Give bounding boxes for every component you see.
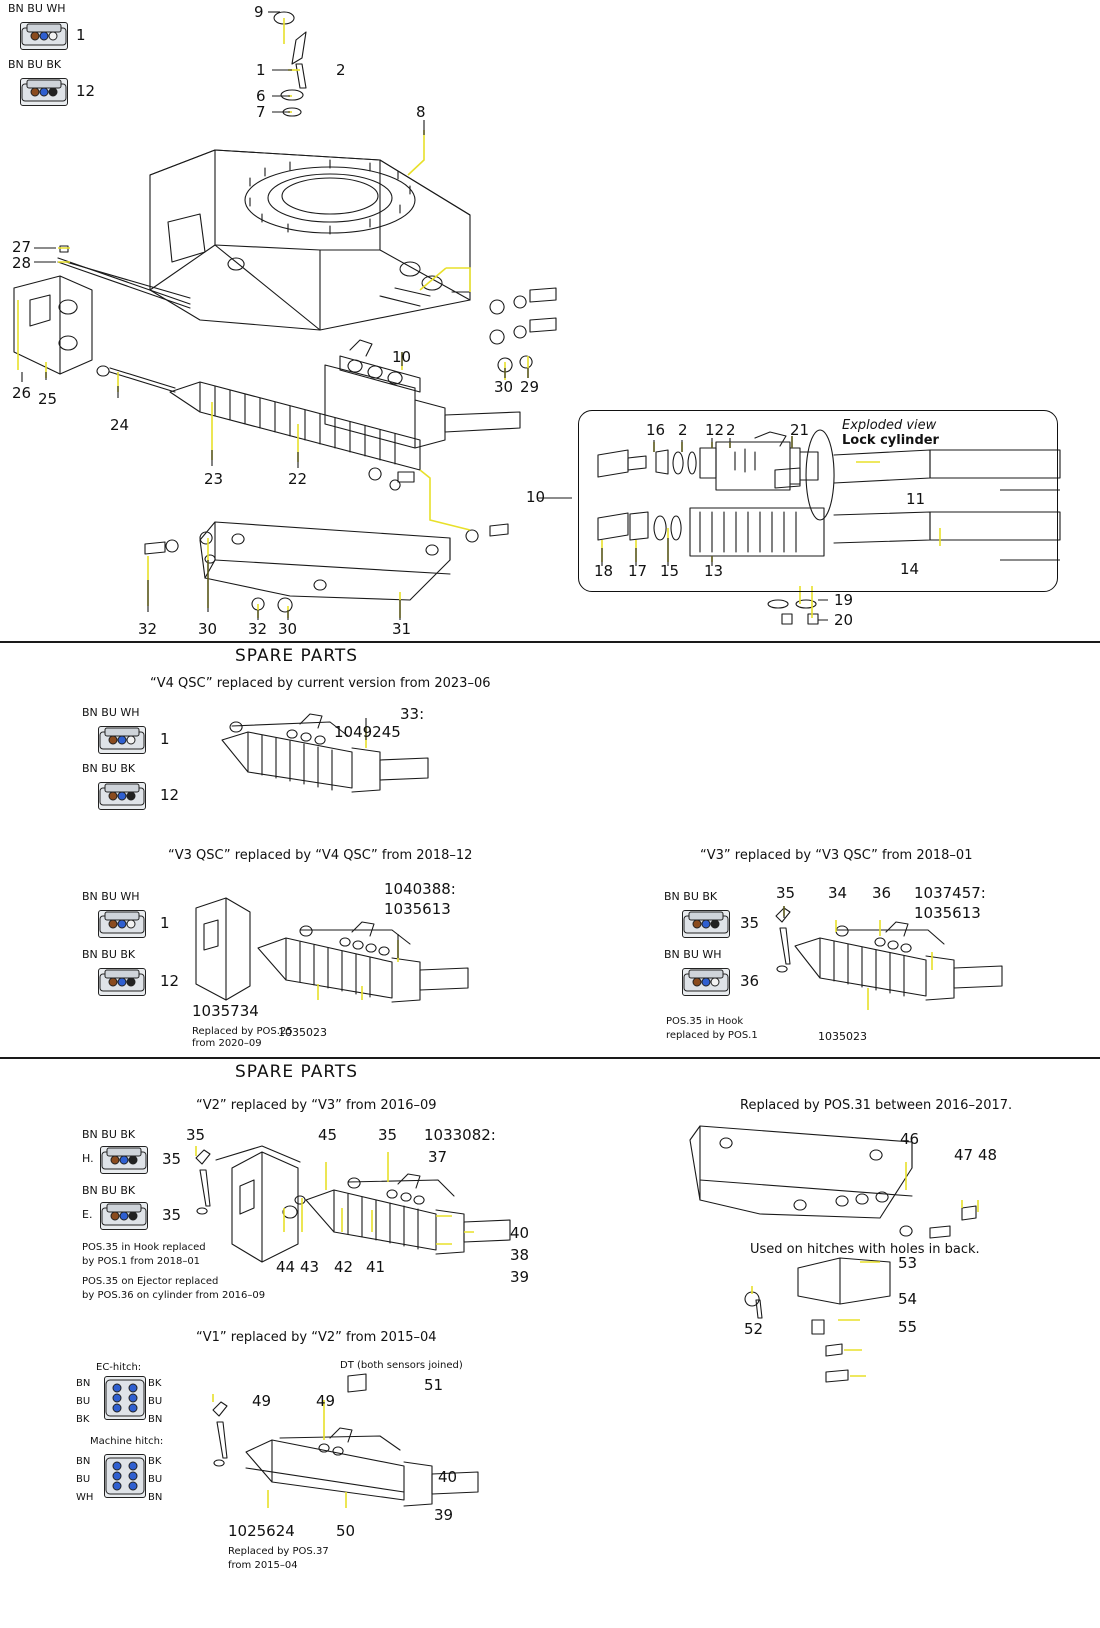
callout-20: 20 (834, 611, 854, 629)
section-header-spare-parts-2: SPARE PARTS (235, 1062, 359, 1082)
sub-note-pos35-hook-line1: POS.35 in Hook (666, 1016, 744, 1027)
callout-38: 38 (510, 1246, 530, 1264)
part-number-1040388: 1040388: (384, 880, 456, 898)
callout-37: 37 (428, 1148, 448, 1166)
section-divider-1 (0, 641, 1100, 643)
machine-hitch-left-bn: BN (76, 1456, 91, 1467)
callout-30c: 30 (278, 620, 298, 638)
connector-wires-sp4-e: BN BU BK (82, 1184, 136, 1197)
callout-12: 12 (76, 82, 96, 100)
connector-wires-sp4-h: BN BU BK (82, 1128, 136, 1141)
sub-note-1035734-line1: Replaced by POS.25 (192, 1026, 293, 1037)
connector-ec-hitch (104, 1376, 146, 1420)
callout-42: 42 (334, 1258, 354, 1276)
connector-12 (20, 78, 68, 106)
section-header-spare-parts-1: SPARE PARTS (235, 646, 359, 666)
part-number-1037457: 1037457: (914, 884, 986, 902)
callout-1: 1 (76, 26, 86, 44)
callout-sp1-1: 1 (160, 730, 170, 748)
sub-note-v2-line4: by POS.36 on cylinder from 2016–09 (82, 1290, 266, 1301)
note-v2: “V2” replaced by “V3” from 2016–09 (196, 1098, 437, 1113)
callout-12b: 12 (705, 421, 725, 439)
callout-7: 7 (256, 103, 266, 121)
callout-47: 47 (954, 1146, 974, 1164)
callout-51: 51 (424, 1376, 444, 1394)
connector-machine-hitch (104, 1454, 146, 1498)
connector-wires-1: BN BU WH (8, 2, 66, 15)
dt-note: DT (both sensors joined) (340, 1360, 463, 1371)
callout-36-top: 36 (872, 884, 892, 902)
callout-53: 53 (898, 1254, 918, 1272)
detail-entry-callout-10: 10 (526, 488, 546, 506)
callout-45: 45 (318, 1126, 338, 1144)
sub-note-pos35-hook-line2: replaced by POS.1 (666, 1030, 758, 1041)
callout-11: 11 (906, 490, 926, 508)
part-number-1035734: 1035734 (192, 1002, 259, 1020)
callout-35-left: 35 (186, 1126, 206, 1144)
callout-28: 28 (12, 254, 32, 272)
connector-wires-sp3-36: BN BU WH (664, 948, 722, 961)
ec-hitch-title: EC-hitch: (96, 1362, 142, 1373)
part-number-1035023-a: 1035023 (278, 1026, 327, 1039)
callout-29: 29 (520, 378, 540, 396)
callout-35-mid: 35 (378, 1126, 398, 1144)
callout-44: 44 (276, 1258, 296, 1276)
sub-note-v1-line1: Replaced by POS.37 (228, 1546, 329, 1557)
callout-49-a: 49 (252, 1392, 272, 1410)
part-number-1035023-b: 1035023 (818, 1030, 867, 1043)
detail-title-lock-cylinder: Lock cylinder (842, 433, 939, 448)
right-block-top-note: Replaced by POS.31 between 2016–2017. (740, 1098, 1013, 1113)
callout-sp3-36: 36 (740, 972, 760, 990)
callout-43: 43 (300, 1258, 320, 1276)
callout-46: 46 (900, 1130, 920, 1148)
callout-16: 16 (646, 421, 666, 439)
right-block-bottom-note: Used on hitches with holes in back. (750, 1242, 980, 1257)
callout-1b: 1 (256, 61, 266, 79)
callout-8: 8 (416, 103, 426, 121)
callout-2c: 2 (678, 421, 688, 439)
ec-hitch-left-bk: BK (76, 1414, 90, 1425)
machine-hitch-title: Machine hitch: (90, 1436, 164, 1447)
callout-sp2-1: 1 (160, 914, 170, 932)
detail-title-exploded-view: Exploded view (842, 418, 937, 433)
callout-21: 21 (790, 421, 810, 439)
connector-prefix-h: H. (82, 1152, 94, 1165)
callout-26: 26 (12, 384, 32, 402)
callout-30a: 30 (494, 378, 514, 396)
sub-note-v2-line2: by POS.1 from 2018–01 (82, 1256, 201, 1267)
callout-35-top: 35 (776, 884, 796, 902)
callout-27: 27 (12, 238, 32, 256)
connector-wires-12: BN BU BK (8, 58, 62, 71)
callout-41: 41 (366, 1258, 386, 1276)
callout-23: 23 (204, 470, 224, 488)
callout-50: 50 (336, 1522, 356, 1540)
callout-25: 25 (38, 390, 58, 408)
part-number-1033082: 1033082: (424, 1126, 496, 1144)
connector-wires-sp1-12: BN BU BK (82, 762, 136, 775)
callout-9: 9 (254, 3, 264, 21)
connector-wires-sp3-35: BN BU BK (664, 890, 718, 903)
callout-10: 10 (392, 348, 412, 366)
callout-55: 55 (898, 1318, 918, 1336)
connector-prefix-e: E. (82, 1208, 93, 1221)
note-v3-qsc: “V3 QSC” replaced by “V4 QSC” from 2018–12 (168, 848, 473, 863)
connector-wires-sp1-1: BN BU WH (82, 706, 140, 719)
callout-sp1-12: 12 (160, 786, 180, 804)
machine-hitch-right-bk: BK (148, 1456, 162, 1467)
connector-sp1-1 (98, 726, 146, 754)
connector-sp4-e (100, 1202, 148, 1230)
connector-1 (20, 22, 68, 50)
sub-note-v2-line1: POS.35 in Hook replaced (82, 1242, 206, 1253)
connector-wires-sp2-12: BN BU BK (82, 948, 136, 961)
callout-32a: 32 (138, 620, 158, 638)
callout-54: 54 (898, 1290, 918, 1308)
connector-sp4-h (100, 1146, 148, 1174)
machine-hitch-left-bu: BU (76, 1474, 91, 1485)
note-v1: “V1” replaced by “V2” from 2015–04 (196, 1330, 437, 1345)
connector-sp3-35 (682, 910, 730, 938)
callout-40: 40 (510, 1224, 530, 1242)
callout-2d: 2 (726, 421, 736, 439)
connector-sp1-12 (98, 782, 146, 810)
note-v4-qsc: “V4 QSC” replaced by current version from 2023–06 (150, 676, 491, 691)
callout-30b: 30 (198, 620, 218, 638)
callout-39: 39 (510, 1268, 530, 1286)
callout-40-b: 40 (438, 1468, 458, 1486)
callout-sp2-12: 12 (160, 972, 180, 990)
callout-39-b: 39 (434, 1506, 454, 1524)
connector-sp2-12 (98, 968, 146, 996)
machine-hitch-right-bu: BU (148, 1474, 163, 1485)
callout-15: 15 (660, 562, 680, 580)
note-v3: “V3” replaced by “V3 QSC” from 2018–01 (700, 848, 973, 863)
ec-hitch-left-bu: BU (76, 1396, 91, 1407)
callout-33-label: 33: (400, 705, 425, 723)
callout-22: 22 (288, 470, 308, 488)
callout-19: 19 (834, 591, 854, 609)
callout-17: 17 (628, 562, 648, 580)
callout-34: 34 (828, 884, 848, 902)
connector-sp2-1 (98, 910, 146, 938)
callout-31: 31 (392, 620, 412, 638)
ec-hitch-right-bu: BU (148, 1396, 163, 1407)
part-number-1049245: 1049245 (334, 723, 401, 741)
callout-52: 52 (744, 1320, 764, 1338)
callout-sp4-h-35: 35 (162, 1150, 182, 1168)
connector-wires-sp2-1: BN BU WH (82, 890, 140, 903)
part-number-1035613-b: 1035613 (914, 904, 981, 922)
callout-2: 2 (336, 61, 346, 79)
callout-6: 6 (256, 87, 266, 105)
section-divider-2 (0, 1057, 1100, 1059)
sub-note-v1-line2: from 2015–04 (228, 1560, 298, 1571)
callout-sp4-e-35: 35 (162, 1206, 182, 1224)
sub-note-v2-line3: POS.35 on Ejector replaced (82, 1276, 219, 1287)
callout-sp3-35: 35 (740, 914, 760, 932)
machine-hitch-left-wh: WH (76, 1492, 94, 1503)
callout-32b: 32 (248, 620, 268, 638)
part-number-1035613: 1035613 (384, 900, 451, 918)
callout-48: 48 (978, 1146, 998, 1164)
callout-49-b: 49 (316, 1392, 336, 1410)
callout-13: 13 (704, 562, 724, 580)
connector-sp3-36 (682, 968, 730, 996)
sub-note-1035734-line2: from 2020–09 (192, 1038, 262, 1049)
part-number-1025624: 1025624 (228, 1522, 295, 1540)
callout-14: 14 (900, 560, 920, 578)
ec-hitch-right-bk: BK (148, 1378, 162, 1389)
machine-hitch-right-bn: BN (148, 1492, 163, 1503)
ec-hitch-left-bn: BN (76, 1378, 91, 1389)
ec-hitch-right-bn: BN (148, 1414, 163, 1425)
callout-18: 18 (594, 562, 614, 580)
callout-24: 24 (110, 416, 130, 434)
